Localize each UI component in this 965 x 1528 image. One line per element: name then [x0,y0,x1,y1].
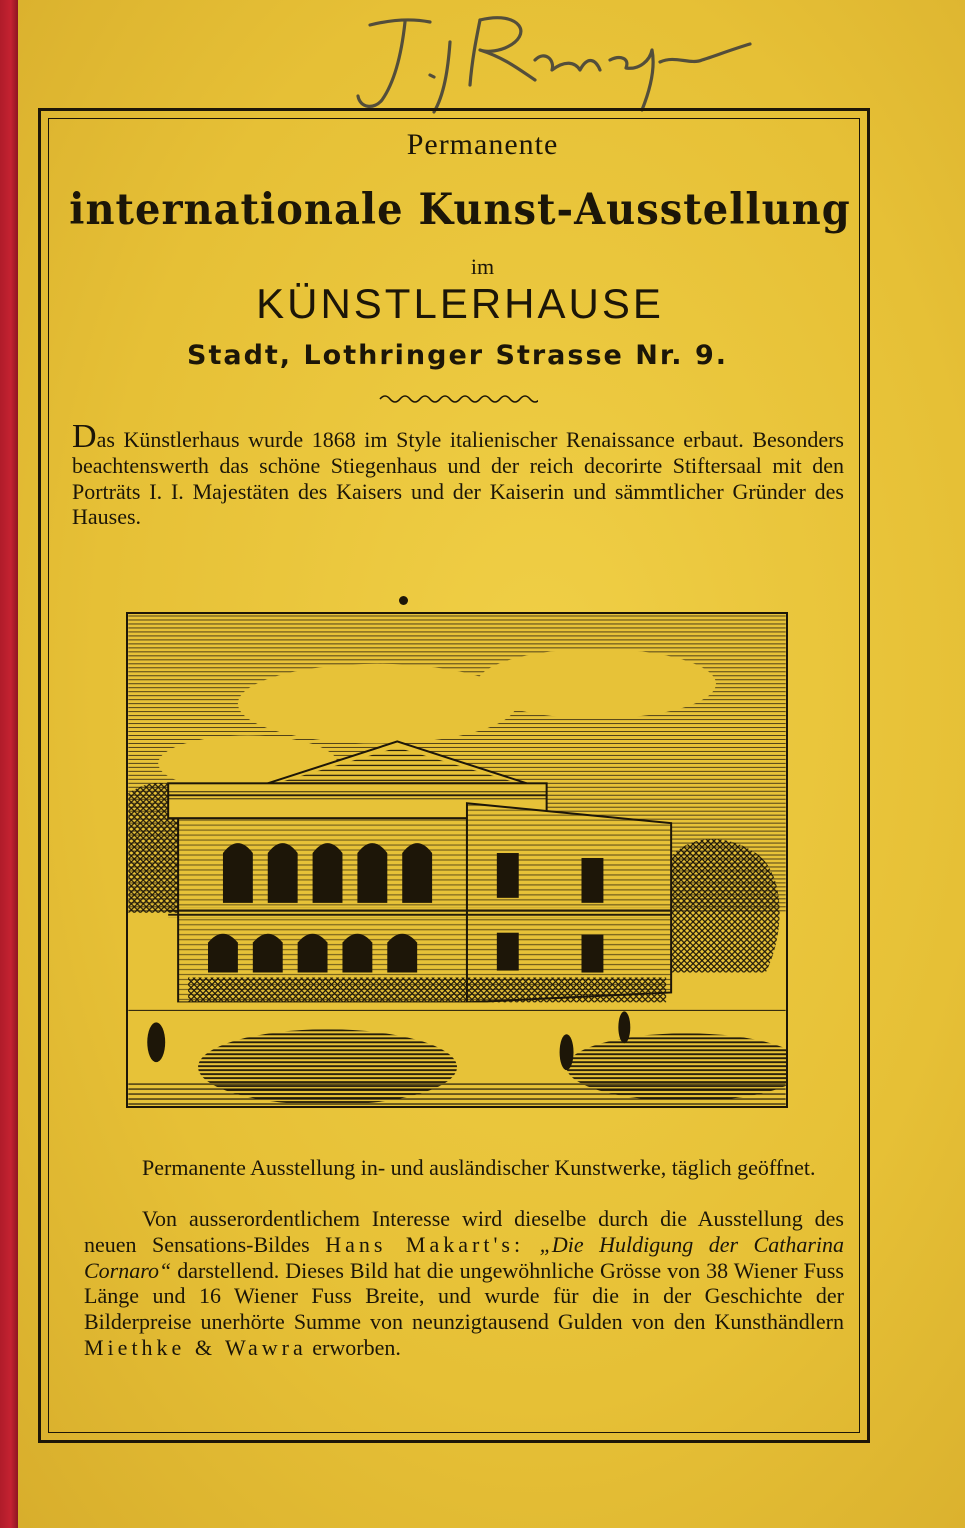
printer-dot [399,596,408,605]
artist-name: Hans Makart's: [325,1231,525,1257]
painting-title: „Die Huldigung der Catharina Cornaro“ [84,1231,844,1283]
makart-paragraph: Von ausserordentlichem Interesse wird dieselbe durch die Ausstellung des neuen Sensations-Bildes Hans Makart's: „Die Huldigung der Catharina Cornaro“ darstellend. Dieses Bild hat die ungewöhnliche Grösse von 38 Wiener Fuss Länge und 16 Wiener Fuss Breite, und wurde für die in der Geschichte der Bilderpreise unerhörte Summe von neunzigtausend Gulden von den Kunsthändlern Miethke & Wawra erworben. [84,1206,844,1360]
wavy-ornament [378,392,538,406]
address-line: Stadt, Lothringer Strasse Nr. 9. [187,340,728,371]
intro-text: as Künstlerhaus wurde 1868 im Style italienischer Renaissance erbaut. Besonders beachtenswerth das schöne Stiegenhaus und der reich decorirte Stiftersaal mit den Porträts I. I. Majestäten des Kaisers und der Kaiserin und sämmtlicher Gründer des Hauses. [72,427,844,530]
heading-permanente: Permanente [406,128,559,161]
heading-im: im [470,254,495,279]
dealer-names: Miethke & Wawra [84,1334,307,1360]
kuenstlerhaus-engraving [126,612,788,1108]
heading-title: internationale Kunst-Ausstellung [69,184,851,235]
exhibition-paragraph: Permanente Ausstellung in- und ausländischer Kunstwerke, täglich geöffnet. [142,1155,816,1180]
drop-cap: D [72,418,97,455]
intro-paragraph [72,418,844,530]
handwritten-signature [330,0,770,120]
book-spine [0,0,18,1528]
heading-kuenstlerhause: KÜNSTLERHAUSE [256,280,664,327]
